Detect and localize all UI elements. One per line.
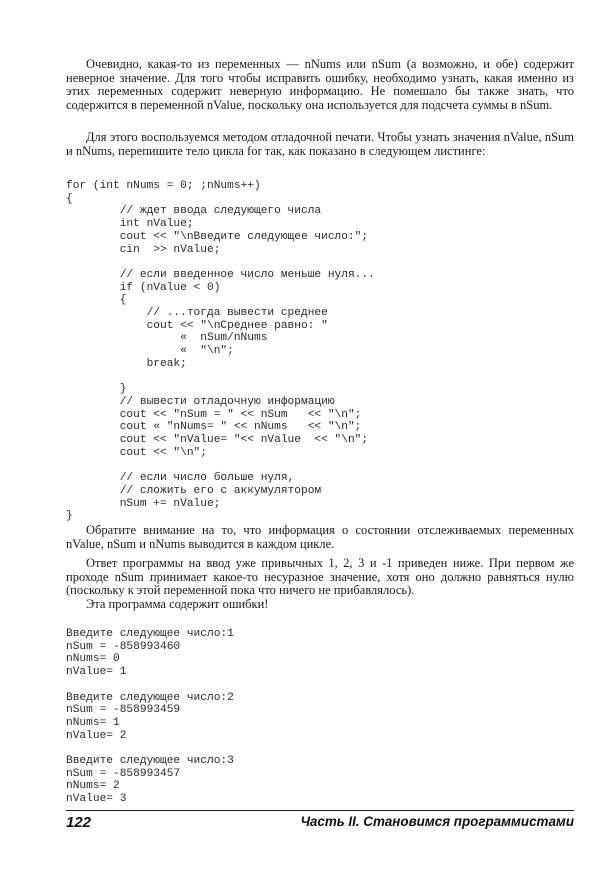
output-line: Введите следующее число:1: [66, 628, 234, 640]
code-line: }: [66, 383, 127, 396]
paragraph-intro: [66, 58, 574, 112]
code-line: {: [66, 294, 127, 307]
paragraph-intro-text: Очевидно, какая-то из переменных — nNums или nSum (а возможно, и обе) содержит неверное значение. Для того чтобы исправить ошибку, необходимо узнать, какая именно из этих переменных содержит неверную информацию. Не помешало бы также знать, что содержится в переменной nValue, поскольку она используется для подсчета суммы в nSum.: [66, 57, 574, 112]
code-line: cout << "\nСреднее равно: ": [66, 319, 328, 332]
code-line: if (nValue < 0): [66, 281, 221, 294]
output-line: nSum = -858993459: [66, 704, 181, 717]
output-line: Введите следующее число:2: [66, 691, 234, 704]
code-line: « nSum/nNums: [66, 332, 268, 345]
code-listing: [66, 180, 375, 523]
paragraph-output-intro-text: Ответ программы на ввод уже привычных 1, 2, 3 и -1 приведен ниже. При первом же проходе nSum принимает какое-то несуразное значение, хотя оно должно равняться нулю (поскольку к этой переменной пока что ничего не прибавлялось).: [66, 556, 574, 598]
code-line: // если число больше нуля,: [66, 472, 295, 485]
code-line: // если введенное число меньше нуля...: [66, 268, 375, 281]
output-line: nNums= 0: [66, 653, 120, 666]
footer-divider: [66, 810, 574, 811]
output-line: nValue= 3: [66, 793, 127, 806]
code-line: cout << "nSum = " << nSum << "\n";: [66, 408, 362, 421]
paragraph-debug-method-text: Для этого воспользуемся методом отладочной печати. Чтобы узнать значения nValue, nSum и nNums, перепишите тело цикла for так, как показано в следующем листинге:: [66, 130, 574, 158]
paragraph-output-intro: [66, 557, 574, 598]
paragraph-note: [66, 524, 574, 551]
code-line: int nValue;: [66, 218, 194, 231]
paragraph-warning: [66, 598, 574, 612]
code-line: cout << "\nВведите следующее число:";: [66, 230, 369, 243]
output-line: nValue= 1: [66, 666, 127, 679]
output-line: Введите следующее число:3: [66, 755, 234, 768]
code-line: {: [66, 192, 73, 205]
output-line: nSum = -858993460: [66, 640, 181, 653]
code-line: cout « "nNums= " << nNums << "\n";: [66, 421, 362, 434]
code-line: }: [66, 510, 73, 523]
code-line: // ждет ввода следующего числа: [66, 205, 322, 218]
output-line: nNums= 1: [66, 716, 120, 729]
code-line: break;: [66, 357, 187, 370]
output-line: nSum = -858993457: [66, 767, 181, 780]
code-line: // сложить его с аккумулятором: [66, 484, 322, 497]
code-line: « "\n";: [66, 345, 234, 358]
code-line: cout << "nValue= "<< nValue << "\n";: [66, 434, 369, 447]
paragraph-warning-text: Эта программа содержит ошибки!: [86, 597, 269, 611]
code-line: // вывести отладочную информацию: [66, 395, 335, 408]
chapter-title: Часть II. Становимся программистами: [300, 814, 574, 829]
output-line: nNums= 2: [66, 780, 120, 793]
program-output: [66, 628, 234, 806]
code-line: cout << "\n";: [66, 446, 207, 459]
code-line: nSum += nValue;: [66, 497, 221, 510]
output-line: nValue= 2: [66, 729, 127, 742]
code-line: for (int nNums = 0; ;nNums++): [66, 180, 261, 192]
paragraph-note-text: Обратите внимание на то, что информация о состоянии отслеживаемых переменных nValue, nSum и nNums выводится в каждом цикле.: [66, 523, 574, 551]
code-line: cin >> nValue;: [66, 243, 221, 256]
page-number: 122: [66, 814, 92, 831]
code-line: // ...тогда вывести среднее: [66, 307, 328, 320]
paragraph-debug-method: [66, 131, 574, 158]
